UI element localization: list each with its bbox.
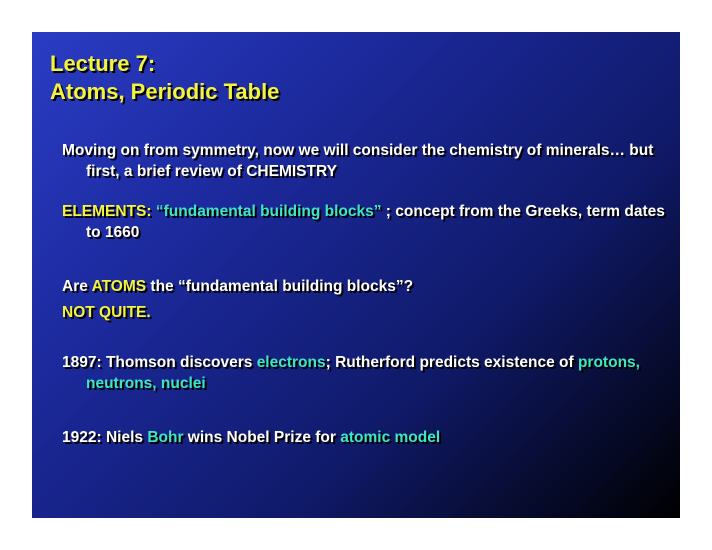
- bohr-model: atomic model: [340, 429, 441, 446]
- slide: [32, 32, 680, 518]
- title-line-1: Lecture 7:: [50, 51, 156, 76]
- bohr-mid: wins Nobel Prize for: [183, 429, 341, 446]
- thomson-pre: 1897: Thomson discovers: [62, 354, 257, 371]
- paragraph-symmetry: Moving on from symmetry, now we will consider the chemistry of minerals… but first, a brief review of CHEMISTRY: [62, 142, 654, 180]
- elements-colon: :: [146, 203, 156, 220]
- elements-label: ELEMENTS: [62, 203, 147, 220]
- thomson-particles: protons, neutrons, nuclei: [86, 354, 640, 392]
- bohr-pre: 1922: Niels: [62, 429, 148, 446]
- elements-rest: ; concept from the Greeks, term dates to 1660: [86, 203, 665, 241]
- paragraph-thomson: [62, 352, 676, 394]
- elements-quote: “fundamental building blocks”: [155, 203, 382, 220]
- atoms-post: the “fundamental building blocks”?: [146, 278, 414, 295]
- paragraph-elements: [62, 201, 676, 243]
- bohr-name: Bohr: [147, 429, 184, 446]
- atoms-pre: Are: [62, 278, 92, 295]
- paragraph-bohr: [62, 427, 676, 448]
- paragraph-not-quite: NOT QUITE.: [62, 304, 151, 321]
- slide-title: [50, 50, 279, 106]
- thomson-electrons: electrons: [256, 354, 326, 371]
- title-line-2: Atoms, Periodic Table: [50, 79, 280, 104]
- thomson-mid: ; Rutherford predicts existence of: [325, 354, 578, 371]
- atoms-word: ATOMS: [91, 278, 147, 295]
- paragraph-atoms: [62, 276, 676, 297]
